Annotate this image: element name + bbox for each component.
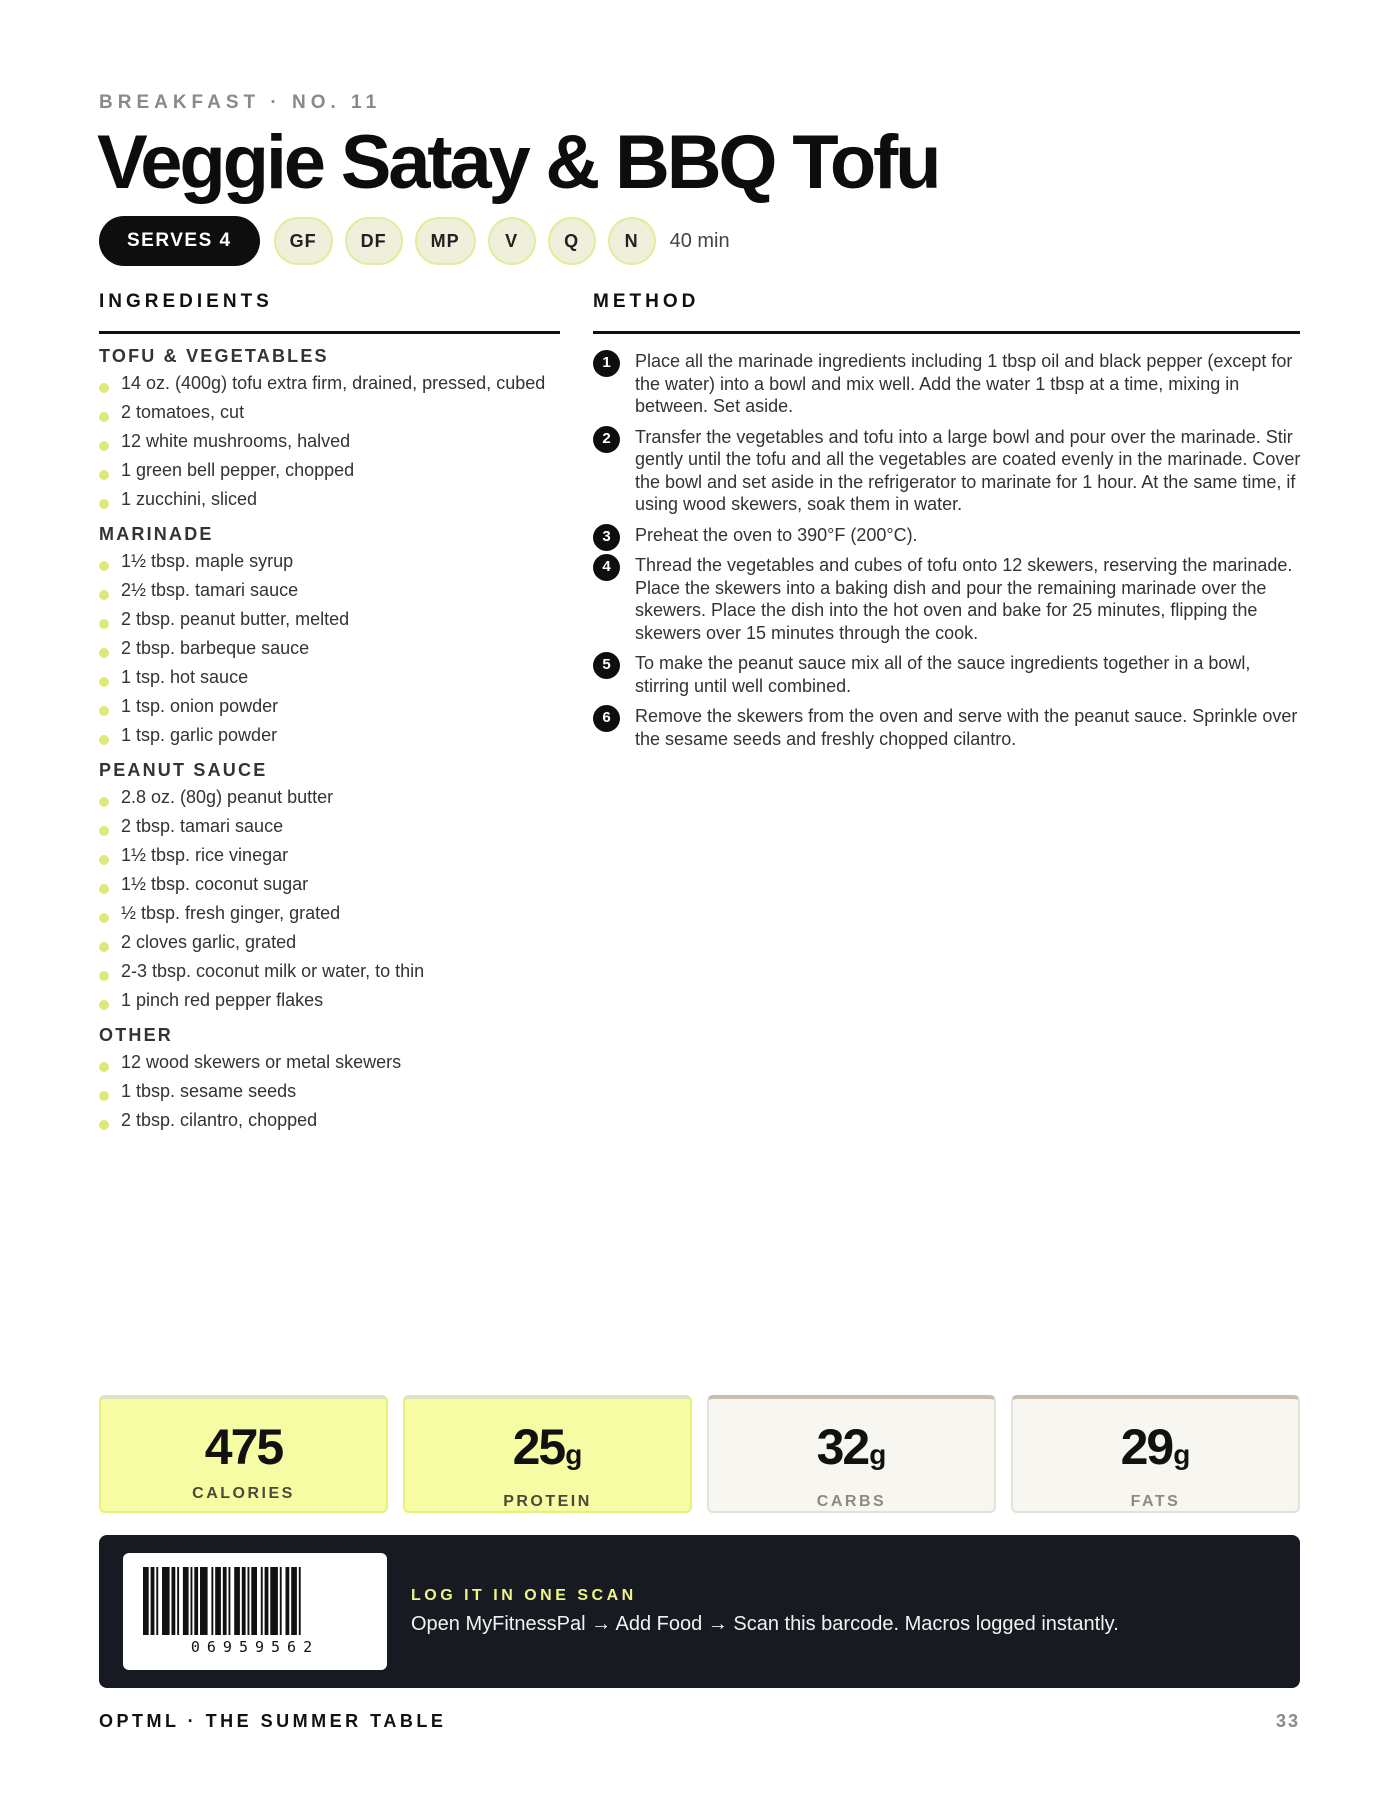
prep-time: 40 min	[669, 229, 730, 252]
recipe-category: BREAKFAST · NO. 11	[99, 92, 382, 113]
macro-card-fats	[1011, 1395, 1300, 1513]
bullet-icon	[99, 1120, 109, 1130]
barcode-bar	[200, 1567, 208, 1635]
macro-value	[1121, 1421, 1191, 1481]
macro-card-calories	[99, 1395, 388, 1513]
ingredient-item	[99, 990, 559, 1011]
barcode-bar	[248, 1567, 250, 1635]
diet-tag-v: V	[488, 217, 536, 265]
ingredient-text: 2 tbsp. tamari sauce	[121, 816, 284, 836]
step-text: Transfer the vegetables and tofu into a large bowl and pour over the marinade. Stir gently until the tofu and all the vegetables are coated evenly in the marinade. Cover the bowl and set aside in the refrigerator to marinate for 1 hour. At the same time, if using wood skewers, soak them in water.	[635, 426, 1301, 514]
ingredient-text: 2.8 oz. (80g) peanut butter	[121, 787, 334, 807]
macro-unit: g	[565, 1439, 583, 1470]
ingredient-item	[99, 667, 559, 688]
ingredient-text: 14 oz. (400g) tofu extra firm, drained, pressed, cubed	[121, 373, 546, 393]
bullet-icon	[99, 648, 109, 658]
ingredient-group-title: OTHER	[99, 1025, 173, 1045]
ingredient-group-title: MARINADE	[99, 524, 214, 544]
macro-value	[205, 1421, 282, 1473]
ingredient-text: 12 white mushrooms, halved	[121, 431, 351, 451]
ingredient-text: 1 tsp. onion powder	[121, 696, 279, 716]
serves-badge: SERVES 4	[99, 216, 260, 266]
barcode[interactable]	[123, 1553, 387, 1670]
ingredient-item	[99, 932, 559, 953]
step-number-icon: 1	[593, 350, 620, 377]
barcode-bar	[291, 1567, 297, 1635]
macro-value	[817, 1421, 887, 1481]
diet-tag-q: Q	[548, 217, 596, 265]
scan-instructions: Open MyFitnessPal → Add Food → Scan this barcode. Macros logged instantly.	[411, 1613, 1119, 1635]
method-step	[593, 652, 1303, 697]
scan-panel	[99, 1535, 1300, 1688]
diet-tag-mp: MP	[415, 217, 476, 265]
macro-number: 25	[512, 1419, 565, 1475]
ingredient-text: 2½ tbsp. tamari sauce	[121, 580, 299, 600]
ingredient-text: 1 tbsp. sesame seeds	[121, 1081, 297, 1101]
recipe-tags	[99, 216, 730, 266]
ingredient-item	[99, 1081, 559, 1102]
bullet-icon	[99, 884, 109, 894]
ingredient-item	[99, 609, 559, 630]
ingredient-group	[99, 1025, 559, 1131]
ingredient-text: 1 pinch red pepper flakes	[121, 990, 324, 1010]
barcode-bar	[172, 1567, 176, 1635]
ingredient-item	[99, 696, 559, 717]
bullet-icon	[99, 677, 109, 687]
barcode-bar	[229, 1567, 231, 1635]
ingredient-text: 2 cloves garlic, grated	[121, 932, 297, 952]
ingredient-item	[99, 1110, 559, 1131]
ingredient-item	[99, 725, 559, 746]
bullet-icon	[99, 942, 109, 952]
macro-value	[513, 1421, 583, 1481]
bullet-icon	[99, 706, 109, 716]
barcode-bar	[183, 1567, 189, 1635]
step-number-icon: 4	[593, 554, 620, 581]
step-text: Thread the vegetables and cubes of tofu onto 12 skewers, reserving the marinade. Place the skewers into a baking dish and pour the remaining marinade over the skewers. Place the dish into the hot oven and bake for 25 minutes, flipping the skewers over 15 minutes through the cook.	[635, 555, 1293, 643]
ingredient-item	[99, 845, 559, 866]
recipe-title: Veggie Satay & BBQ Tofu	[97, 120, 939, 205]
ingredient-text: 2-3 tbsp. coconut milk or water, to thin	[121, 961, 425, 981]
barcode-bar	[223, 1567, 227, 1635]
diet-tag-n: N	[608, 217, 656, 265]
ingredient-text: 2 tomatoes, cut	[121, 402, 245, 422]
ingredient-text: 1 zucchini, sliced	[121, 489, 258, 509]
barcode-bar	[265, 1567, 269, 1635]
step-number-icon: 6	[593, 705, 620, 732]
scan-title: LOG IT IN ONE SCAN	[411, 1587, 637, 1604]
macro-number: 29	[1120, 1419, 1173, 1475]
ingredient-item	[99, 638, 559, 659]
method-step	[593, 705, 1303, 750]
ingredient-item	[99, 1052, 559, 1073]
bullet-icon	[99, 913, 109, 923]
ingredient-item	[99, 816, 559, 837]
barcode-bar	[194, 1567, 198, 1635]
ingredients-divider	[99, 331, 560, 334]
method-heading: METHOD	[593, 291, 700, 312]
bullet-icon	[99, 383, 109, 393]
nutrition-macros	[99, 1395, 1300, 1513]
step-text: To make the peanut sauce mix all of the sauce ingredients together in a bowl, stirring until well combined.	[635, 653, 1251, 696]
macro-number: 32	[816, 1419, 869, 1475]
method-step	[593, 524, 1303, 547]
bullet-icon	[99, 619, 109, 629]
ingredient-group	[99, 524, 559, 746]
ingredient-text: 1 tsp. hot sauce	[121, 667, 249, 687]
macro-number: 475	[204, 1419, 283, 1475]
ingredient-item	[99, 580, 559, 601]
barcode-bar	[143, 1567, 149, 1635]
ingredient-item	[99, 460, 559, 481]
ingredient-text: ½ tbsp. fresh ginger, grated	[121, 903, 341, 923]
bullet-icon	[99, 499, 109, 509]
barcode-bars	[139, 1567, 371, 1635]
ingredient-text: 2 tbsp. peanut butter, melted	[121, 609, 350, 629]
bullet-icon	[99, 1062, 109, 1072]
ingredient-group	[99, 346, 559, 510]
diet-tag-gf: GF	[274, 217, 333, 265]
barcode-bar	[162, 1567, 170, 1635]
method-divider	[593, 331, 1300, 334]
ingredients-list	[99, 346, 559, 1145]
step-number-icon: 5	[593, 652, 620, 679]
method-step	[593, 554, 1303, 644]
bullet-icon	[99, 470, 109, 480]
ingredient-text: 1½ tbsp. maple syrup	[121, 551, 294, 571]
bullet-icon	[99, 855, 109, 865]
macro-label: CALORIES	[192, 1485, 295, 1502]
step-text: Preheat the oven to 390°F (200°C).	[635, 524, 918, 545]
bullet-icon	[99, 441, 109, 451]
ingredient-text: 2 tbsp. barbeque sauce	[121, 638, 310, 658]
macro-label: PROTEIN	[503, 1493, 592, 1510]
ingredient-item	[99, 961, 559, 982]
ingredient-item	[99, 874, 559, 895]
bullet-icon	[99, 1091, 109, 1101]
bullet-icon	[99, 735, 109, 745]
ingredient-item	[99, 489, 559, 510]
bullet-icon	[99, 561, 109, 571]
bullet-icon	[99, 412, 109, 422]
ingredient-item	[99, 787, 559, 808]
ingredient-group	[99, 760, 559, 1011]
macro-unit: g	[1173, 1439, 1191, 1470]
barcode-bar	[151, 1567, 155, 1635]
step-number-icon: 3	[593, 524, 620, 551]
ingredient-text: 2 tbsp. cilantro, chopped	[121, 1110, 318, 1130]
macro-card-protein	[403, 1395, 692, 1513]
barcode-bar	[286, 1567, 290, 1635]
macro-unit: g	[869, 1439, 887, 1470]
ingredient-text: 12 wood skewers or metal skewers	[121, 1052, 402, 1072]
ingredient-item	[99, 373, 559, 394]
bullet-icon	[99, 1000, 109, 1010]
ingredient-item	[99, 903, 559, 924]
bullet-icon	[99, 971, 109, 981]
ingredients-heading: INGREDIENTS	[99, 291, 273, 312]
ingredient-text: 1 green bell pepper, chopped	[121, 460, 355, 480]
bullet-icon	[99, 590, 109, 600]
barcode-bar	[211, 1567, 213, 1635]
ingredient-item	[99, 431, 559, 452]
barcode-bar	[177, 1567, 179, 1635]
barcode-bar	[156, 1567, 158, 1635]
barcode-bar	[191, 1567, 193, 1635]
barcode-number: 06959562	[190, 1638, 320, 1656]
ingredient-group-title: TOFU & VEGETABLES	[99, 346, 329, 366]
barcode-bar	[299, 1567, 301, 1635]
footer-book-title: OPTML · THE SUMMER TABLE	[99, 1711, 447, 1731]
step-text: Place all the marinade ingredients including 1 tbsp oil and black pepper (except for the water) into a bowl and mix well. Add the water 1 tbsp at a time, mixing in between. Set aside.	[635, 351, 1293, 416]
barcode-bar	[234, 1567, 240, 1635]
bullet-icon	[99, 826, 109, 836]
macro-label: CARBS	[816, 1493, 887, 1510]
method-step	[593, 426, 1303, 516]
ingredient-item	[99, 551, 559, 572]
diet-tag-df: DF	[345, 217, 403, 265]
bullet-icon	[99, 797, 109, 807]
barcode-bar	[261, 1567, 263, 1635]
barcode-bar	[242, 1567, 246, 1635]
ingredient-group-title: PEANUT SAUCE	[99, 760, 268, 780]
page-number: 33	[1275, 1711, 1300, 1731]
macro-card-carbs	[707, 1395, 996, 1513]
barcode-bar	[251, 1567, 257, 1635]
barcode-bar	[280, 1567, 282, 1635]
ingredient-text: 1½ tbsp. rice vinegar	[121, 845, 289, 865]
barcode-bar	[215, 1567, 221, 1635]
ingredient-text: 1½ tbsp. coconut sugar	[121, 874, 309, 894]
ingredient-text: 1 tsp. garlic powder	[121, 725, 278, 745]
ingredient-item	[99, 402, 559, 423]
barcode-bar	[270, 1567, 278, 1635]
step-number-icon: 2	[593, 426, 620, 453]
step-text: Remove the skewers from the oven and serve with the peanut sauce. Sprinkle over the sesame seeds and freshly chopped cilantro.	[635, 706, 1298, 749]
method-steps	[593, 350, 1303, 758]
method-step	[593, 350, 1303, 418]
macro-label: FATS	[1130, 1493, 1181, 1510]
